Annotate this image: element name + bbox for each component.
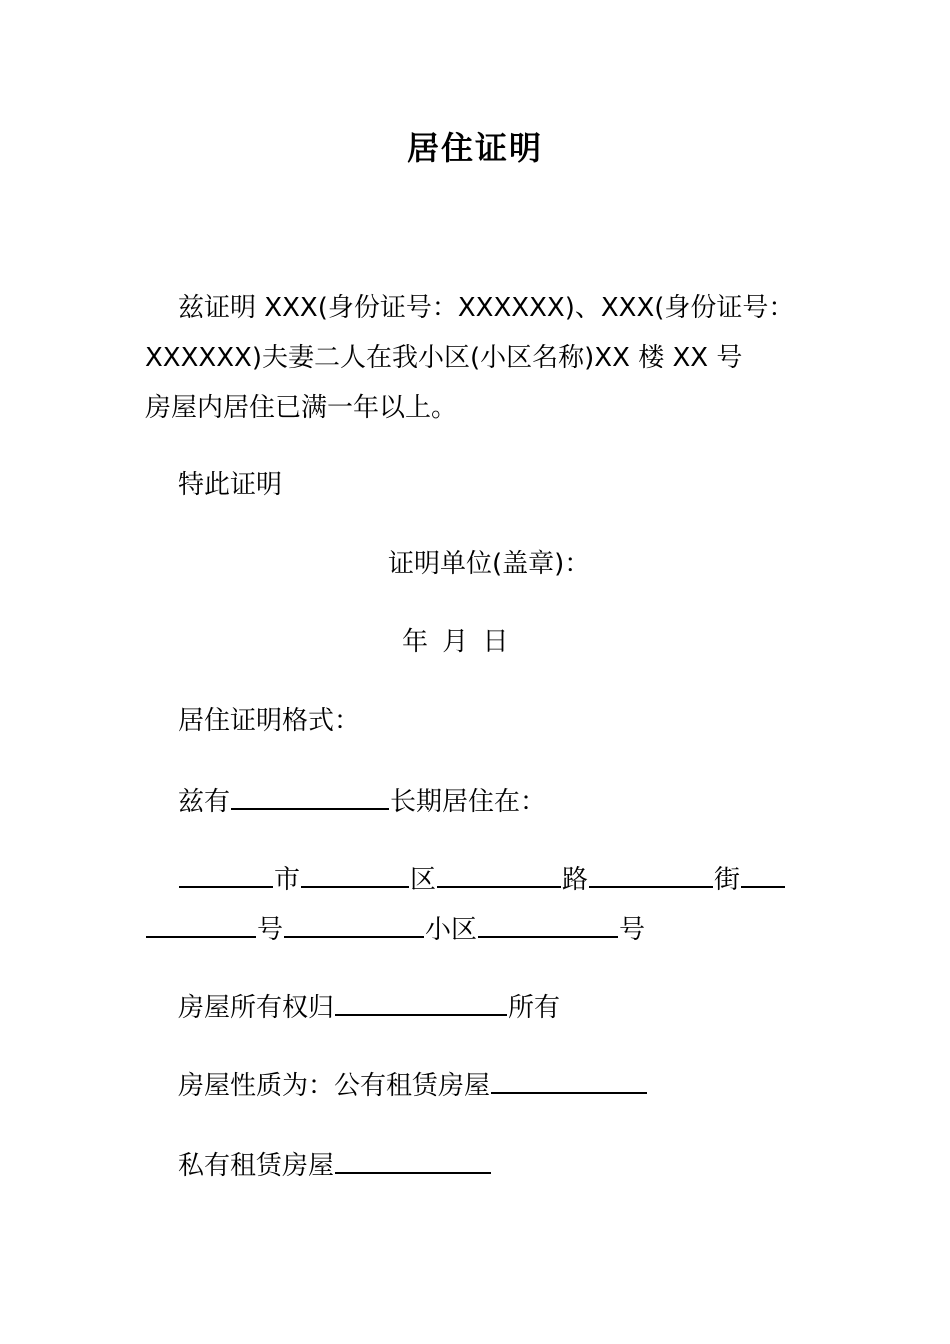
ownership-prefix: 房屋所有权归: [178, 993, 335, 1023]
special-statement: 特此证明: [178, 470, 283, 500]
street-blank[interactable]: [589, 860, 713, 888]
paragraph-line-3: 房屋内居住已满一年以上。: [145, 393, 458, 423]
private-line: [178, 1146, 492, 1184]
private-rental-blank[interactable]: [335, 1146, 491, 1174]
format-heading: 居住证明格式：: [178, 706, 361, 736]
community-label: 小区: [425, 915, 478, 945]
street-label: 街: [714, 865, 741, 895]
road-blank[interactable]: [437, 860, 561, 888]
ownership-line: [178, 988, 560, 1026]
number-label: 号: [257, 915, 284, 945]
number-blank-start[interactable]: [741, 860, 785, 888]
city-blank[interactable]: [179, 860, 273, 888]
nature-line: [178, 1066, 648, 1104]
city-label: 市: [274, 865, 301, 895]
road-label: 路: [562, 865, 589, 895]
unit-number-label: 号: [619, 915, 646, 945]
document-title: 居住证明: [406, 129, 543, 167]
resident-suffix: 长期居住在：: [390, 787, 547, 817]
paragraph-line-2: XXXXXX)夫妻二人在我小区(小区名称)XX 楼 XX 号: [145, 343, 743, 373]
district-blank[interactable]: [301, 860, 409, 888]
number-blank[interactable]: [146, 910, 256, 938]
ownership-suffix: 所有: [508, 993, 561, 1023]
community-blank[interactable]: [284, 910, 424, 938]
owner-blank[interactable]: [335, 988, 507, 1016]
issuer-label: 证明单位(盖章)：: [388, 549, 591, 579]
private-label: 私有租赁房屋: [178, 1151, 335, 1181]
public-rental-blank[interactable]: [491, 1066, 647, 1094]
paragraph-line-1: 兹证明 XXX(身份证号：XXXXXX)、XXX(身份证号：: [178, 293, 795, 323]
date-line: 年 月 日: [402, 627, 509, 657]
resident-prefix: 兹有: [178, 787, 231, 817]
district-label: 区: [410, 865, 437, 895]
address-line-2: [145, 910, 645, 948]
nature-label: 房屋性质为：公有租赁房屋: [178, 1071, 491, 1101]
resident-line: [178, 782, 546, 820]
unit-number-blank[interactable]: [478, 910, 618, 938]
resident-name-blank[interactable]: [231, 782, 389, 810]
address-line-1: [178, 860, 786, 898]
